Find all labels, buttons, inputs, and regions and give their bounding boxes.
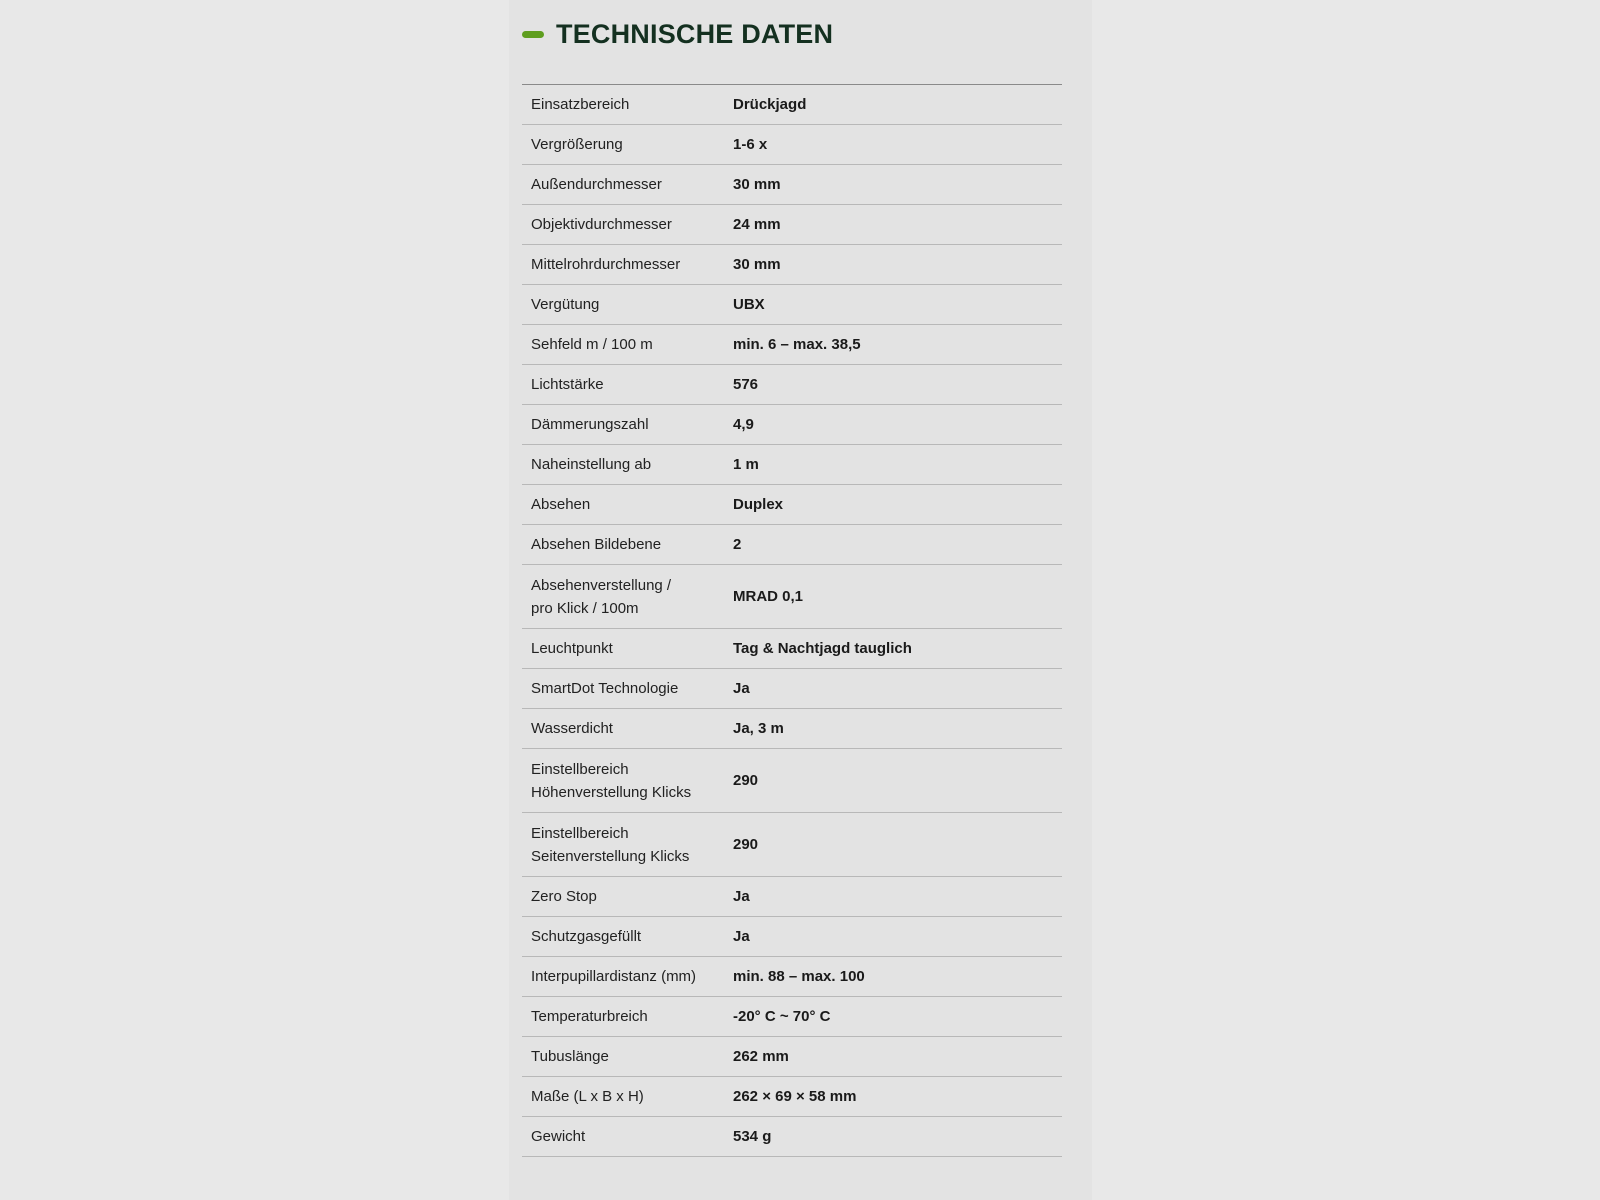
spec-label xyxy=(522,373,733,396)
spec-value: Ja, 3 m xyxy=(733,720,784,737)
spec-row xyxy=(522,877,1062,917)
spec-label xyxy=(522,453,733,476)
spec-label xyxy=(522,93,733,116)
spec-row xyxy=(522,525,1062,565)
spec-label xyxy=(522,493,733,516)
spec-value: UBX xyxy=(733,296,765,313)
spec-label xyxy=(522,1045,733,1068)
spec-row xyxy=(522,445,1062,485)
spec-label-line: Leuchtpunkt xyxy=(531,640,613,657)
spec-label-line: Interpupillardistanz (mm) xyxy=(531,968,697,985)
spec-label-line: Zero Stop xyxy=(531,888,597,905)
spec-row xyxy=(522,365,1062,405)
spec-label-line: SmartDot Technologie xyxy=(531,680,679,697)
spec-row xyxy=(522,565,1062,629)
spec-label-line: Vergrößerung xyxy=(531,136,623,153)
spec-value: 1-6 x xyxy=(733,136,768,153)
spec-value: min. 88 – max. 100 xyxy=(733,968,865,985)
spec-label xyxy=(522,885,733,908)
spec-value: 2 xyxy=(733,536,742,553)
spec-row xyxy=(522,709,1062,749)
spec-value: 4,9 xyxy=(733,416,754,433)
spec-label-line: Objektivdurchmesser xyxy=(531,216,672,233)
spec-label-line: Mittelrohrdurchmesser xyxy=(531,256,681,273)
spec-label-line: Wasserdicht xyxy=(531,720,613,737)
spec-label xyxy=(522,253,733,276)
spec-value: -20° C ~ 70° C xyxy=(733,1008,831,1025)
spec-label xyxy=(522,717,733,740)
spec-row xyxy=(522,325,1062,365)
spec-row xyxy=(522,1037,1062,1077)
spec-label-line: Seitenverstellung Klicks xyxy=(531,847,690,865)
spec-row xyxy=(522,1117,1062,1157)
spec-row xyxy=(522,85,1062,125)
spec-label-line: Einstellbereich xyxy=(531,760,629,778)
spec-label-line: Tubuslänge xyxy=(531,1048,609,1065)
spec-label-line: Schutzgasgefüllt xyxy=(531,928,642,945)
spec-value: Duplex xyxy=(733,496,784,513)
spec-label-line: Vergütung xyxy=(531,296,600,313)
spec-label xyxy=(522,637,733,660)
spec-label xyxy=(522,822,733,868)
spec-value: 1 m xyxy=(733,456,759,473)
spec-row xyxy=(522,485,1062,525)
spec-label-line: Höhenverstellung Klicks xyxy=(531,783,692,801)
spec-value: Ja xyxy=(733,928,750,945)
spec-row xyxy=(522,165,1062,205)
spec-label-line: Sehfeld m / 100 m xyxy=(531,336,653,353)
spec-value: min. 6 – max. 38,5 xyxy=(733,336,861,353)
spec-label xyxy=(522,213,733,236)
spec-label xyxy=(522,574,733,620)
spec-label-line: Temperaturbreich xyxy=(531,1008,648,1025)
spec-row xyxy=(522,205,1062,245)
spec-label-line: Gewicht xyxy=(531,1128,586,1145)
spec-row xyxy=(522,669,1062,709)
spec-label-line: Maße (L x B x H) xyxy=(531,1088,644,1105)
spec-row xyxy=(522,285,1062,325)
spec-row xyxy=(522,1077,1062,1117)
spec-row xyxy=(522,917,1062,957)
spec-label-line: Absehen xyxy=(531,496,591,513)
spec-row xyxy=(522,629,1062,669)
section-title: TECHNISCHE DATEN xyxy=(556,18,834,49)
section-heading xyxy=(522,14,833,54)
spec-value: 30 mm xyxy=(733,256,781,273)
spec-label-line: pro Klick / 100m xyxy=(531,599,639,617)
spec-label xyxy=(522,293,733,316)
spec-label xyxy=(522,333,733,356)
spec-label-line: Absehen Bildebene xyxy=(531,536,662,553)
spec-label xyxy=(522,965,733,988)
spec-label xyxy=(522,925,733,948)
spec-value: 262 mm xyxy=(733,1048,789,1065)
spec-label xyxy=(522,1085,733,1108)
specs-table xyxy=(522,84,1062,1157)
spec-label xyxy=(522,1125,733,1148)
technical-data-panel xyxy=(509,0,1092,1200)
spec-label xyxy=(522,133,733,156)
spec-label xyxy=(522,413,733,436)
spec-row xyxy=(522,997,1062,1037)
spec-value: 534 g xyxy=(733,1128,772,1145)
spec-row xyxy=(522,957,1062,997)
spec-value: 24 mm xyxy=(733,216,781,233)
spec-label-line: Einstellbereich xyxy=(531,824,629,842)
spec-value: MRAD 0,1 xyxy=(733,588,804,605)
spec-row xyxy=(522,405,1062,445)
spec-label-line: Dämmerungszahl xyxy=(531,416,649,433)
spec-row xyxy=(522,749,1062,813)
spec-value: 576 xyxy=(733,376,759,393)
spec-label-line: Einsatzbereich xyxy=(531,96,630,113)
spec-label xyxy=(522,533,733,556)
spec-value: Drückjagd xyxy=(733,96,807,113)
spec-label xyxy=(522,677,733,700)
spec-label-line: Außendurchmesser xyxy=(531,176,662,193)
spec-row xyxy=(522,245,1062,285)
spec-value: 30 mm xyxy=(733,176,781,193)
spec-label-line: Lichtstärke xyxy=(531,376,604,393)
spec-row xyxy=(522,813,1062,877)
spec-value: Ja xyxy=(733,888,750,905)
spec-value: 290 xyxy=(733,772,759,789)
spec-value: 290 xyxy=(733,836,759,853)
spec-value: 262 × 69 × 58 mm xyxy=(733,1088,857,1105)
spec-label xyxy=(522,758,733,804)
spec-label xyxy=(522,173,733,196)
spec-label xyxy=(522,1005,733,1028)
spec-value: Ja xyxy=(733,680,750,697)
spec-value: Tag & Nachtjagd tauglich xyxy=(733,640,912,657)
spec-row xyxy=(522,125,1062,165)
spec-label-line: Absehenverstellung / xyxy=(531,576,672,594)
spec-label-line: Naheinstellung ab xyxy=(531,456,652,473)
accent-dash-icon xyxy=(522,31,544,38)
